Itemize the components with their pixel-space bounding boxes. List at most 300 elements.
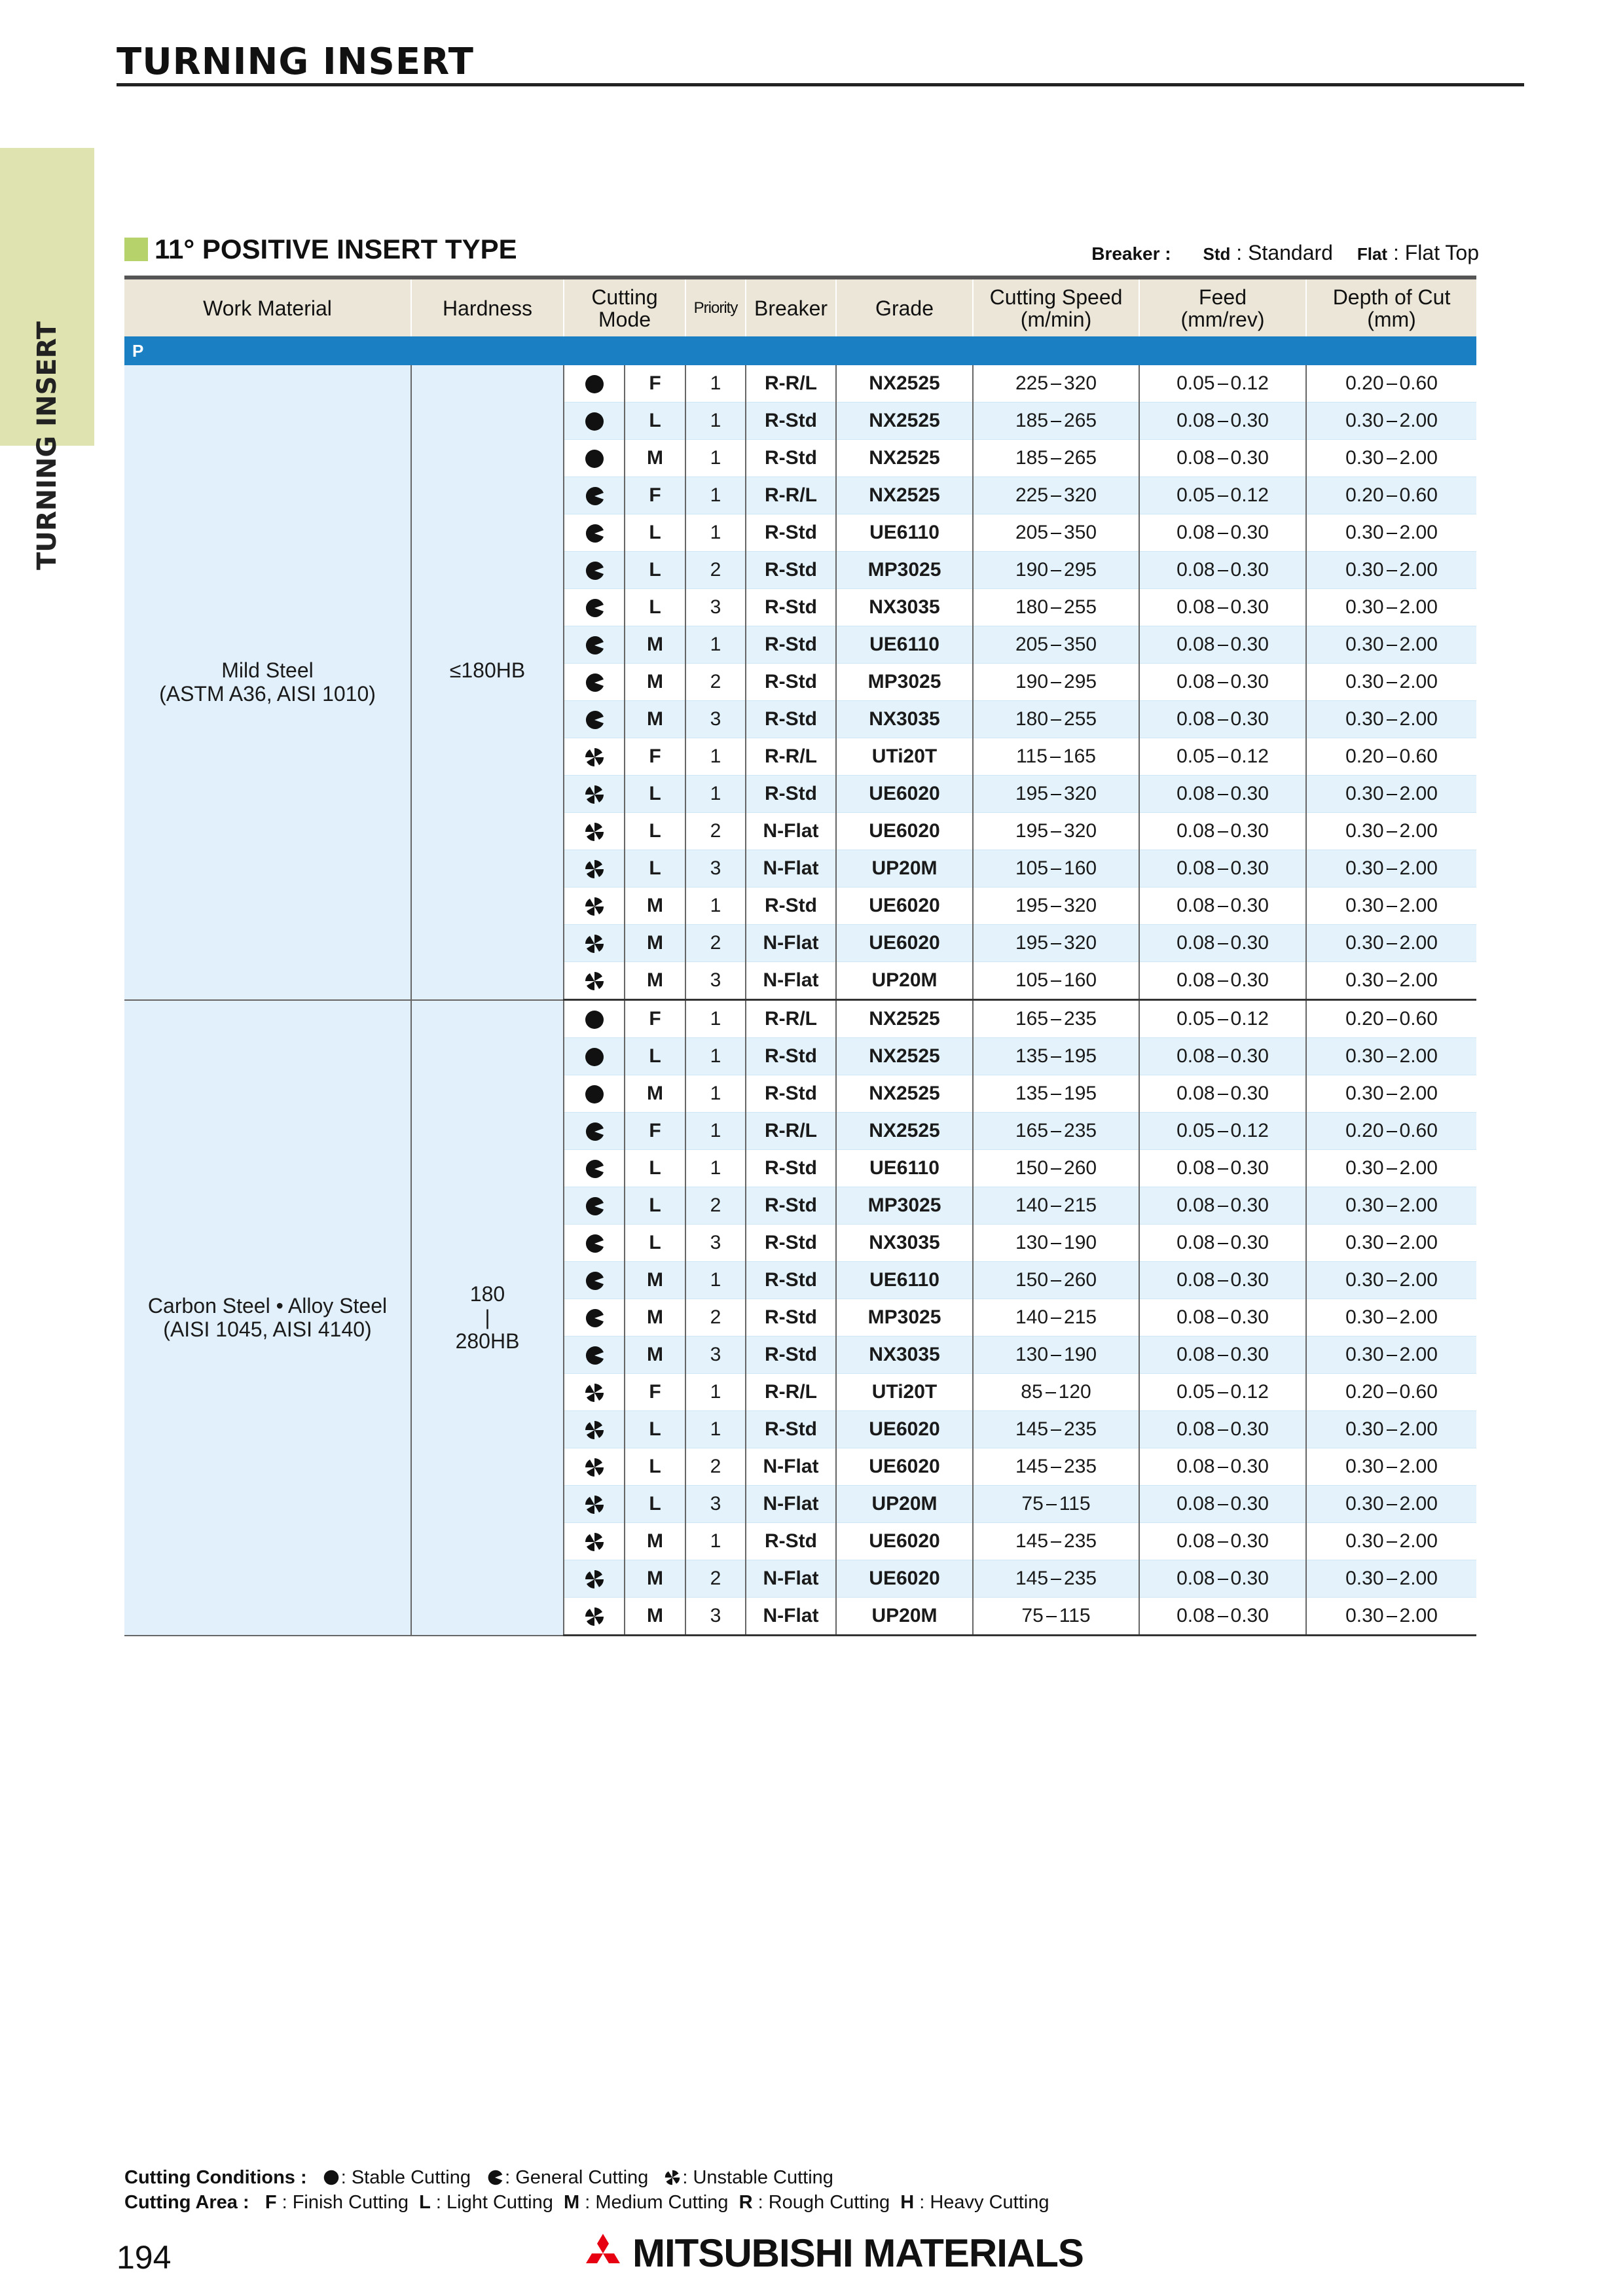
cutting-speed-cell: 195 320 <box>973 776 1139 813</box>
cutting-speed-cell: 205 350 <box>973 514 1139 552</box>
priority-cell: 2 <box>685 813 746 850</box>
work-material-cell: Mild Steel (ASTM A36, AISI 1010) <box>124 365 411 1000</box>
material-group-label: P <box>124 336 1476 365</box>
side-tab-label: TURNING INSERT <box>32 321 62 570</box>
priority-cell: 3 <box>685 1598 746 1636</box>
priority-cell: 1 <box>685 514 746 552</box>
feed-cell: 0.08 0.30 <box>1139 1336 1306 1374</box>
cutting-mode-cell: M <box>625 962 685 1000</box>
grade-cell: UE6020 <box>836 1523 973 1560</box>
depth-of-cut-cell: 0.30 2.00 <box>1306 813 1476 850</box>
feed-cell: 0.08 0.30 <box>1139 925 1306 962</box>
general-cutting-icon <box>564 1225 625 1262</box>
general-cutting-icon <box>564 477 625 514</box>
feed-cell: 0.05 0.12 <box>1139 477 1306 514</box>
cutting-speed-cell: 180 255 <box>973 589 1139 626</box>
breaker-cell: N-Flat <box>746 962 836 1000</box>
feed-cell: 0.08 0.30 <box>1139 1038 1306 1075</box>
cutting-speed-cell: 195 320 <box>973 925 1139 962</box>
feed-cell: 0.08 0.30 <box>1139 1075 1306 1113</box>
breaker-cell: R-Std <box>746 1411 836 1448</box>
depth-of-cut-cell: 0.30 2.00 <box>1306 1225 1476 1262</box>
unstable-cutting-icon <box>564 1598 625 1636</box>
header-cutting-mode: Cutting Mode <box>564 278 685 336</box>
feed-cell: 0.08 0.30 <box>1139 589 1306 626</box>
feed-cell: 0.05 0.12 <box>1139 738 1306 776</box>
header-priority: Priority <box>685 278 746 336</box>
header-depth-of-cut: Depth of Cut (mm) <box>1306 278 1476 336</box>
general-cutting-icon <box>564 626 625 664</box>
feed-cell: 0.08 0.30 <box>1139 1225 1306 1262</box>
cutting-mode-cell: L <box>625 1038 685 1075</box>
cutting-speed-cell: 105 160 <box>973 962 1139 1000</box>
breaker-cell: R-Std <box>746 1336 836 1374</box>
cutting-mode-cell: M <box>625 701 685 738</box>
priority-cell: 1 <box>685 1411 746 1448</box>
grade-cell: NX2525 <box>836 403 973 440</box>
unstable-cutting-icon <box>564 813 625 850</box>
priority-cell: 1 <box>685 403 746 440</box>
priority-cell: 3 <box>685 962 746 1000</box>
cutting-speed-cell: 75 115 <box>973 1486 1139 1523</box>
depth-of-cut-cell: 0.20 0.60 <box>1306 477 1476 514</box>
stable-cutting-icon <box>564 365 625 403</box>
depth-of-cut-cell: 0.30 2.00 <box>1306 1486 1476 1523</box>
cutting-speed-cell: 225 320 <box>973 365 1139 403</box>
feed-cell: 0.08 0.30 <box>1139 1187 1306 1225</box>
feed-cell: 0.08 0.30 <box>1139 514 1306 552</box>
depth-of-cut-cell: 0.30 2.00 <box>1306 1150 1476 1187</box>
hardness-cell: 180 | 280HB <box>411 1000 564 1636</box>
cutting-conditions-legend <box>124 2165 1049 2190</box>
breaker-legend-label: Breaker : <box>1091 243 1171 264</box>
stable-text: : Stable Cutting <box>340 2167 471 2188</box>
breaker-cell: N-Flat <box>746 1598 836 1636</box>
cutting-mode-cell: M <box>625 1075 685 1113</box>
cutting-area-legend: Cutting Area : F : Finish Cutting L : Light Cutting M : Medium Cutting R : Rough Cutting H : Heavy Cutting <box>124 2192 1049 2213</box>
cutting-speed-cell: 195 320 <box>973 813 1139 850</box>
cutting-speed-cell: 145 235 <box>973 1411 1139 1448</box>
feed-cell: 0.08 0.30 <box>1139 403 1306 440</box>
header-cutting-speed: Cutting Speed (m/min) <box>973 278 1139 336</box>
unstable-cutting-icon <box>564 888 625 925</box>
unstable-cutting-icon <box>564 738 625 776</box>
depth-of-cut-cell: 0.30 2.00 <box>1306 1411 1476 1448</box>
priority-cell: 3 <box>685 1486 746 1523</box>
feed-cell: 0.08 0.30 <box>1139 962 1306 1000</box>
breaker-cell: R-Std <box>746 1150 836 1187</box>
grade-cell: NX2525 <box>836 440 973 477</box>
section-heading <box>124 233 517 266</box>
unstable-text: : Unstable Cutting <box>682 2167 833 2188</box>
unstable-cutting-icon <box>564 1560 625 1598</box>
breaker-cell: R-Std <box>746 1299 836 1336</box>
priority-cell: 1 <box>685 477 746 514</box>
priority-cell: 2 <box>685 925 746 962</box>
stable-cutting-icon <box>564 1038 625 1075</box>
header-hardness: Hardness <box>411 278 564 336</box>
grade-cell: NX2525 <box>836 1113 973 1150</box>
depth-of-cut-cell: 0.30 2.00 <box>1306 589 1476 626</box>
grade-cell: UP20M <box>836 1486 973 1523</box>
breaker-cell: N-Flat <box>746 1560 836 1598</box>
breaker-cell: R-Std <box>746 440 836 477</box>
cutting-speed-cell: 190 295 <box>973 664 1139 701</box>
cutting-conditions-table <box>124 276 1476 1636</box>
breaker-cell: N-Flat <box>746 925 836 962</box>
priority-cell: 2 <box>685 1448 746 1486</box>
priority-cell: 1 <box>685 1113 746 1150</box>
grade-cell: NX2525 <box>836 1075 973 1113</box>
breaker-cell: R-Std <box>746 552 836 589</box>
feed-cell: 0.08 0.30 <box>1139 888 1306 925</box>
footer-notes <box>124 2165 1049 2215</box>
depth-of-cut-cell: 0.30 2.00 <box>1306 1523 1476 1560</box>
table-row <box>124 1000 1476 1038</box>
cutting-mode-cell: F <box>625 1374 685 1411</box>
breaker-cell: R-R/L <box>746 1000 836 1038</box>
grade-cell: UE6110 <box>836 514 973 552</box>
feed-cell: 0.05 0.12 <box>1139 1374 1306 1411</box>
cutting-mode-cell: M <box>625 1523 685 1560</box>
cutting-mode-cell: L <box>625 813 685 850</box>
cutting-speed-cell: 75 115 <box>973 1598 1139 1636</box>
cutting-speed-cell: 130 190 <box>973 1336 1139 1374</box>
depth-of-cut-cell: 0.30 2.00 <box>1306 1299 1476 1336</box>
grade-cell: UE6110 <box>836 626 973 664</box>
breaker-flat-text: : Flat Top <box>1393 241 1479 264</box>
priority-cell: 1 <box>685 1150 746 1187</box>
grade-cell: UE6110 <box>836 1150 973 1187</box>
feed-cell: 0.05 0.12 <box>1139 1000 1306 1038</box>
feed-cell: 0.08 0.30 <box>1139 850 1306 888</box>
feed-cell: 0.08 0.30 <box>1139 1411 1306 1448</box>
grade-cell: NX3035 <box>836 1225 973 1262</box>
stable-cutting-icon <box>564 403 625 440</box>
cutting-mode-cell: M <box>625 1299 685 1336</box>
feed-cell: 0.08 0.30 <box>1139 1299 1306 1336</box>
general-cutting-icon <box>564 1262 625 1299</box>
breaker-cell: R-Std <box>746 626 836 664</box>
priority-cell: 1 <box>685 1374 746 1411</box>
priority-cell: 1 <box>685 1038 746 1075</box>
grade-cell: MP3025 <box>836 552 973 589</box>
depth-of-cut-cell: 0.20 0.60 <box>1306 1000 1476 1038</box>
cutting-speed-cell: 140 215 <box>973 1187 1139 1225</box>
breaker-cell: R-Std <box>746 776 836 813</box>
general-cutting-icon <box>564 1299 625 1336</box>
priority-cell: 2 <box>685 1560 746 1598</box>
grade-cell: UP20M <box>836 850 973 888</box>
general-text: : General Cutting <box>505 2167 649 2188</box>
grade-cell: UTi20T <box>836 1374 973 1411</box>
cutting-speed-cell: 225 320 <box>973 477 1139 514</box>
hardness-cell: ≤180HB <box>411 365 564 1000</box>
depth-of-cut-cell: 0.30 2.00 <box>1306 1262 1476 1299</box>
grade-cell: MP3025 <box>836 1299 973 1336</box>
cutting-speed-cell: 135 195 <box>973 1075 1139 1113</box>
breaker-flat-code: Flat <box>1357 244 1388 264</box>
grade-cell: UE6020 <box>836 1448 973 1486</box>
unstable-cutting-icon <box>564 1374 625 1411</box>
cutting-mode-cell: F <box>625 738 685 776</box>
cutting-mode-cell: M <box>625 440 685 477</box>
general-cutting-icon <box>564 589 625 626</box>
cutting-mode-cell: F <box>625 1113 685 1150</box>
stable-cutting-icon <box>564 440 625 477</box>
depth-of-cut-cell: 0.30 2.00 <box>1306 552 1476 589</box>
breaker-cell: R-R/L <box>746 738 836 776</box>
cutting-mode-cell: M <box>625 888 685 925</box>
priority-cell: 2 <box>685 664 746 701</box>
priority-cell: 1 <box>685 626 746 664</box>
cutting-mode-cell: M <box>625 626 685 664</box>
grade-cell: UE6020 <box>836 1411 973 1448</box>
cutting-speed-cell: 150 260 <box>973 1150 1139 1187</box>
breaker-cell: R-Std <box>746 589 836 626</box>
feed-cell: 0.08 0.30 <box>1139 626 1306 664</box>
cutting-speed-cell: 105 160 <box>973 850 1139 888</box>
general-cutting-icon <box>564 1336 625 1374</box>
depth-of-cut-cell: 0.30 2.00 <box>1306 514 1476 552</box>
grade-cell: NX2525 <box>836 1038 973 1075</box>
cutting-speed-cell: 165 235 <box>973 1113 1139 1150</box>
title-rule <box>117 83 1524 86</box>
unstable-cutting-icon <box>564 776 625 813</box>
page-title: TURNING INSERT <box>117 41 474 83</box>
page-number: 194 <box>117 2239 172 2276</box>
cutting-mode-cell: L <box>625 514 685 552</box>
depth-of-cut-cell: 0.30 2.00 <box>1306 776 1476 813</box>
general-cutting-icon <box>564 1113 625 1150</box>
cutting-speed-cell: 145 235 <box>973 1523 1139 1560</box>
grade-cell: UTi20T <box>836 738 973 776</box>
general-cutting-icon <box>564 1187 625 1225</box>
cutting-speed-cell: 115 165 <box>973 738 1139 776</box>
feed-cell: 0.08 0.30 <box>1139 440 1306 477</box>
cutting-mode-cell: F <box>625 365 685 403</box>
grade-cell: NX3035 <box>836 701 973 738</box>
breaker-cell: R-Std <box>746 664 836 701</box>
cutting-mode-cell: L <box>625 1411 685 1448</box>
feed-cell: 0.08 0.30 <box>1139 1262 1306 1299</box>
breaker-cell: N-Flat <box>746 1486 836 1523</box>
cutting-mode-cell: M <box>625 1560 685 1598</box>
general-cutting-icon <box>564 514 625 552</box>
priority-cell: 1 <box>685 440 746 477</box>
unstable-cutting-icon <box>564 1486 625 1523</box>
breaker-cell: N-Flat <box>746 813 836 850</box>
priority-cell: 1 <box>685 365 746 403</box>
depth-of-cut-cell: 0.30 2.00 <box>1306 403 1476 440</box>
cutting-speed-cell: 190 295 <box>973 552 1139 589</box>
depth-of-cut-cell: 0.30 2.00 <box>1306 1598 1476 1636</box>
cutting-mode-cell: L <box>625 1150 685 1187</box>
depth-of-cut-cell: 0.20 0.60 <box>1306 738 1476 776</box>
priority-cell: 2 <box>685 1299 746 1336</box>
table-row <box>124 365 1476 403</box>
priority-cell: 1 <box>685 1262 746 1299</box>
header-feed: Feed (mm/rev) <box>1139 278 1306 336</box>
cutting-mode-cell: L <box>625 776 685 813</box>
depth-of-cut-cell: 0.30 2.00 <box>1306 925 1476 962</box>
breaker-cell: R-Std <box>746 888 836 925</box>
unstable-cutting-icon <box>564 850 625 888</box>
cutting-speed-cell: 135 195 <box>973 1038 1139 1075</box>
stable-cutting-icon <box>564 1000 625 1038</box>
brand-name: MITSUBISHI MATERIALS <box>632 2231 1084 2275</box>
depth-of-cut-cell: 0.30 2.00 <box>1306 701 1476 738</box>
feed-cell: 0.08 0.30 <box>1139 664 1306 701</box>
breaker-cell: N-Flat <box>746 1448 836 1486</box>
priority-cell: 1 <box>685 1000 746 1038</box>
work-material-cell: Carbon Steel • Alloy Steel (AISI 1045, AISI 4140) <box>124 1000 411 1636</box>
unstable-cutting-icon <box>564 925 625 962</box>
cutting-speed-cell: 145 235 <box>973 1560 1139 1598</box>
header-breaker: Breaker <box>746 278 836 336</box>
feed-cell: 0.08 0.30 <box>1139 1560 1306 1598</box>
breaker-cell: R-Std <box>746 1225 836 1262</box>
area-label: Cutting Area : <box>124 2192 249 2213</box>
general-cutting-icon <box>564 701 625 738</box>
breaker-cell: R-Std <box>746 1038 836 1075</box>
feed-cell: 0.08 0.30 <box>1139 813 1306 850</box>
grade-cell: UE6020 <box>836 813 973 850</box>
grade-cell: UE6110 <box>836 1262 973 1299</box>
cutting-mode-cell: F <box>625 1000 685 1038</box>
table-header-row <box>124 278 1476 336</box>
general-cutting-icon <box>486 2169 503 2186</box>
depth-of-cut-cell: 0.20 0.60 <box>1306 1113 1476 1150</box>
feed-cell: 0.08 0.30 <box>1139 552 1306 589</box>
section-title: 11° POSITIVE INSERT TYPE <box>155 234 517 264</box>
cutting-speed-cell: 185 265 <box>973 403 1139 440</box>
breaker-cell: R-R/L <box>746 365 836 403</box>
cutting-mode-cell: L <box>625 552 685 589</box>
cutting-speed-cell: 205 350 <box>973 626 1139 664</box>
priority-cell: 3 <box>685 589 746 626</box>
grade-cell: MP3025 <box>836 664 973 701</box>
grade-cell: UE6020 <box>836 1560 973 1598</box>
depth-of-cut-cell: 0.20 0.60 <box>1306 365 1476 403</box>
feed-cell: 0.08 0.30 <box>1139 1150 1306 1187</box>
depth-of-cut-cell: 0.30 2.00 <box>1306 1075 1476 1113</box>
general-cutting-icon <box>564 552 625 589</box>
unstable-cutting-icon <box>564 1523 625 1560</box>
grade-cell: NX2525 <box>836 1000 973 1038</box>
table-body <box>124 365 1476 1636</box>
depth-of-cut-cell: 0.30 2.00 <box>1306 1187 1476 1225</box>
cutting-mode-cell: L <box>625 1225 685 1262</box>
breaker-cell: N-Flat <box>746 850 836 888</box>
cutting-speed-cell: 165 235 <box>973 1000 1139 1038</box>
cutting-mode-cell: M <box>625 664 685 701</box>
depth-of-cut-cell: 0.30 2.00 <box>1306 850 1476 888</box>
priority-cell: 2 <box>685 1187 746 1225</box>
cutting-speed-cell: 140 215 <box>973 1299 1139 1336</box>
priority-cell: 3 <box>685 850 746 888</box>
priority-cell: 2 <box>685 552 746 589</box>
header-grade: Grade <box>836 278 973 336</box>
cutting-speed-cell: 150 260 <box>973 1262 1139 1299</box>
grade-cell: MP3025 <box>836 1187 973 1225</box>
depth-of-cut-cell: 0.30 2.00 <box>1306 962 1476 1000</box>
general-cutting-icon <box>564 664 625 701</box>
grade-cell: NX2525 <box>836 477 973 514</box>
cutting-mode-cell: M <box>625 1262 685 1299</box>
stable-cutting-icon <box>323 2169 340 2186</box>
priority-cell: 3 <box>685 701 746 738</box>
unstable-cutting-icon <box>564 1411 625 1448</box>
cutting-speed-cell: 180 255 <box>973 701 1139 738</box>
priority-cell: 1 <box>685 1523 746 1560</box>
depth-of-cut-cell: 0.30 2.00 <box>1306 626 1476 664</box>
grade-cell: UE6020 <box>836 888 973 925</box>
priority-cell: 3 <box>685 1225 746 1262</box>
breaker-cell: R-R/L <box>746 1113 836 1150</box>
breaker-cell: R-R/L <box>746 1374 836 1411</box>
cutting-mode-cell: F <box>625 477 685 514</box>
cutting-mode-cell: L <box>625 1486 685 1523</box>
grade-cell: NX2525 <box>836 365 973 403</box>
breaker-cell: R-Std <box>746 701 836 738</box>
priority-cell: 3 <box>685 1336 746 1374</box>
feed-cell: 0.08 0.30 <box>1139 1523 1306 1560</box>
brand-logo <box>581 2231 1084 2276</box>
feed-cell: 0.08 0.30 <box>1139 1448 1306 1486</box>
depth-of-cut-cell: 0.30 2.00 <box>1306 1336 1476 1374</box>
priority-cell: 1 <box>685 738 746 776</box>
section-marker <box>124 238 148 261</box>
priority-cell: 1 <box>685 1075 746 1113</box>
cutting-mode-cell: L <box>625 403 685 440</box>
cutting-speed-cell: 130 190 <box>973 1225 1139 1262</box>
feed-cell: 0.05 0.12 <box>1139 365 1306 403</box>
cutting-mode-cell: M <box>625 1598 685 1636</box>
unstable-cutting-icon <box>564 1448 625 1486</box>
depth-of-cut-cell: 0.30 2.00 <box>1306 1448 1476 1486</box>
cutting-speed-cell: 145 235 <box>973 1448 1139 1486</box>
feed-cell: 0.08 0.30 <box>1139 1486 1306 1523</box>
priority-cell: 1 <box>685 888 746 925</box>
breaker-std-code: Std <box>1203 244 1231 264</box>
grade-cell: UP20M <box>836 962 973 1000</box>
depth-of-cut-cell: 0.30 2.00 <box>1306 1560 1476 1598</box>
breaker-cell: R-Std <box>746 1262 836 1299</box>
cutting-mode-cell: L <box>625 1187 685 1225</box>
three-diamonds-icon <box>581 2234 625 2273</box>
depth-of-cut-cell: 0.20 0.60 <box>1306 1374 1476 1411</box>
side-tab <box>0 148 94 570</box>
feed-cell: 0.08 0.30 <box>1139 701 1306 738</box>
cutting-mode-cell: M <box>625 1336 685 1374</box>
stable-cutting-icon <box>564 1075 625 1113</box>
breaker-legend <box>1091 241 1479 265</box>
priority-cell: 1 <box>685 776 746 813</box>
feed-cell: 0.08 0.30 <box>1139 1598 1306 1636</box>
cutting-mode-cell: L <box>625 589 685 626</box>
grade-cell: NX3035 <box>836 589 973 626</box>
breaker-cell: R-Std <box>746 1523 836 1560</box>
grade-cell: NX3035 <box>836 1336 973 1374</box>
cutting-mode-cell: M <box>625 925 685 962</box>
cutting-mode-cell: L <box>625 850 685 888</box>
unstable-cutting-icon <box>564 962 625 1000</box>
breaker-cell: R-R/L <box>746 477 836 514</box>
header-work-material: Work Material <box>124 278 411 336</box>
conditions-label: Cutting Conditions : <box>124 2167 307 2188</box>
grade-cell: UE6020 <box>836 925 973 962</box>
